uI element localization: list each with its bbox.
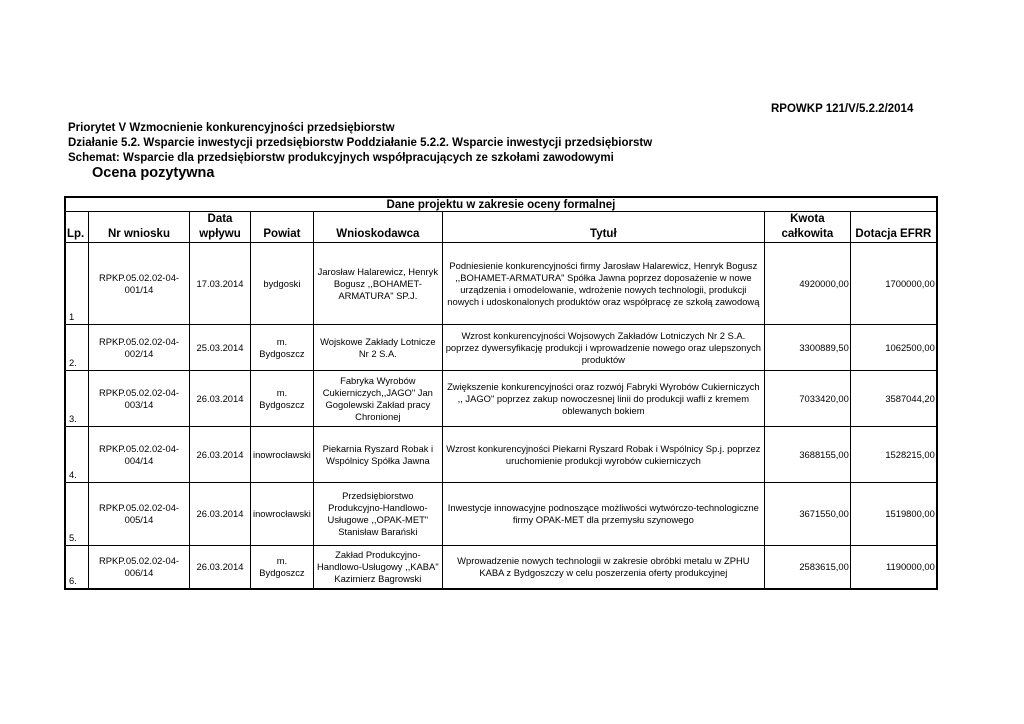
cell-lp: 1 [66, 243, 89, 325]
table-row [66, 243, 937, 325]
cell-wnioskodawca: Fabryka Wyrobów Cukierniczych,,JAGO" Jan Gogolewski Zakład pracy Chronionej [313, 371, 442, 427]
cell-dotacja: 1519800,00 [850, 483, 936, 546]
cell-nr-wniosku: RPKP.05.02.02-04-004/14 [89, 427, 190, 483]
col-tytul: Tytuł [442, 212, 764, 243]
cell-lp: 2. [66, 325, 89, 371]
col-kwota-line1: Kwota [790, 213, 825, 225]
cell-wnioskodawca: Wojskowe Zakłady Lotnicze Nr 2 S.A. [313, 325, 442, 371]
assessment-label: Ocena pozytywna [92, 165, 215, 181]
table-row [66, 325, 937, 371]
section-header-row [66, 198, 937, 212]
cell-tytul: Zwiększenie konkurencyjności oraz rozwój Fabryki Wyrobów Cukierniczych ,, JAGO" poprzez zakup nowoczesnej linii do produkcji wafli z kremem oblewanych bokiem [442, 371, 764, 427]
cell-data: 26.03.2014 [190, 371, 251, 427]
table-row [66, 483, 937, 546]
cell-lp: 5. [66, 483, 89, 546]
cell-lp: 4. [66, 427, 89, 483]
cell-wnioskodawca: Piekarnia Ryszard Robak i Wspólnicy Spółka Jawna [313, 427, 442, 483]
projects-table [65, 197, 937, 589]
cell-data: 26.03.2014 [190, 427, 251, 483]
col-data-wplywu [190, 212, 251, 243]
cell-kwota: 3688155,00 [764, 427, 850, 483]
col-kwota [764, 212, 850, 243]
col-data-line2: wpływu [199, 228, 241, 240]
priority-heading: Priorytet V Wzmocnienie konkurencyjności przedsiębiorstw [68, 122, 395, 134]
measure-heading: Działanie 5.2. Wsparcie inwestycji przedsiębiorstw Poddziałanie 5.2.2. Wsparcie inwestycji przedsiębiorstw [68, 137, 653, 149]
cell-data: 26.03.2014 [190, 483, 251, 546]
cell-powiat: m. Bydgoszcz [251, 325, 314, 371]
cell-kwota: 3671550,00 [764, 483, 850, 546]
cell-wnioskodawca: Jarosław Halarewicz, Henryk Bogusz ,,BOHAMET-ARMATURA" SP.J. [313, 243, 442, 325]
cell-nr-wniosku: RPKP.05.02.02-04-005/14 [89, 483, 190, 546]
cell-powiat: inowrocławski [251, 427, 314, 483]
cell-tytul: Podniesienie konkurencyjności firmy Jarosław Halarewicz, Henryk Bogusz ,,BOHAMET-ARMATURA" Spółka Jawna poprzez doposażenie w nowe urządzenia i omodelowanie, wdrożenie nowych technologii, produkcji nowych i udoskonalonych produktów oraz współpracę ze szkołą zawodową [442, 243, 764, 325]
document-reference: RPOWKP 121/V/5.2.2/2014 [771, 103, 914, 115]
cell-kwota: 3300889,50 [764, 325, 850, 371]
cell-data: 26.03.2014 [190, 546, 251, 589]
table-row [66, 371, 937, 427]
cell-kwota: 4920000,00 [764, 243, 850, 325]
col-data-line1: Data [207, 213, 233, 225]
cell-lp: 6. [66, 546, 89, 589]
cell-wnioskodawca: Przedsiębiorstwo Produkcyjno-Handlowo-Usługowe ,,OPAK-MET" Stanisław Barański [313, 483, 442, 546]
cell-powiat: inowrocławski [251, 483, 314, 546]
col-powiat: Powiat [251, 212, 314, 243]
table-row [66, 546, 937, 589]
section-title: Dane projektu w zakresie oceny formalnej [66, 198, 937, 212]
cell-dotacja: 1190000,00 [850, 546, 936, 589]
cell-kwota: 2583615,00 [764, 546, 850, 589]
cell-nr-wniosku: RPKP.05.02.02-04-006/14 [89, 546, 190, 589]
cell-data: 25.03.2014 [190, 325, 251, 371]
cell-powiat: m. Bydgoszcz [251, 371, 314, 427]
col-wnioskodawca: Wnioskodawca [313, 212, 442, 243]
cell-data: 17.03.2014 [190, 243, 251, 325]
cell-nr-wniosku: RPKP.05.02.02-04-001/14 [89, 243, 190, 325]
cell-tytul: Wzrost konkurencyjności Wojsowych Zakładów Lotniczych Nr 2 S.A. poprzez dywersyfikację produkcji i wprowadzenie nowego oraz ulepszonych produktów [442, 325, 764, 371]
cell-dotacja: 1528215,00 [850, 427, 936, 483]
cell-nr-wniosku: RPKP.05.02.02-04-003/14 [89, 371, 190, 427]
cell-tytul: Wprowadzenie nowych technologii w zakresie obróbki metalu w ZPHU KABA z Bydgoszczy w celu poszerzenia oferty produkcyjnej [442, 546, 764, 589]
cell-lp: 3. [66, 371, 89, 427]
cell-powiat: m. Bydgoszcz [251, 546, 314, 589]
scheme-heading: Schemat: Wsparcie dla przedsiębiorstw produkcyjnych współpracujących ze szkołami zawodowymi [68, 152, 614, 164]
cell-wnioskodawca: Zakład Produkcyjno-Handlowo-Usługowy ,,KABA" Kazimierz Bagrowski [313, 546, 442, 589]
table-row [66, 427, 937, 483]
col-dotacja: Dotacja EFRR [850, 212, 936, 243]
cell-kwota: 7033420,00 [764, 371, 850, 427]
cell-powiat: bydgoski [251, 243, 314, 325]
cell-dotacja: 1700000,00 [850, 243, 936, 325]
cell-tytul: Inwestycje innowacyjne podnoszące możliwości wytwórczo-technologiczne firmy OPAK-MET dla przemysłu szynowego [442, 483, 764, 546]
cell-nr-wniosku: RPKP.05.02.02-04-002/14 [89, 325, 190, 371]
cell-tytul: Wzrost konkurencyjności Piekarni Ryszard Robak i Wspólnicy Sp.j. poprzez uruchomienie produkcji wyrobów cukierniczych [442, 427, 764, 483]
col-kwota-line2: całkowita [781, 228, 834, 240]
column-header-row [66, 212, 937, 243]
cell-dotacja: 1062500,00 [850, 325, 936, 371]
col-nr-wniosku: Nr wniosku [89, 212, 190, 243]
col-lp: Lp. [66, 212, 89, 243]
cell-dotacja: 3587044,20 [850, 371, 936, 427]
